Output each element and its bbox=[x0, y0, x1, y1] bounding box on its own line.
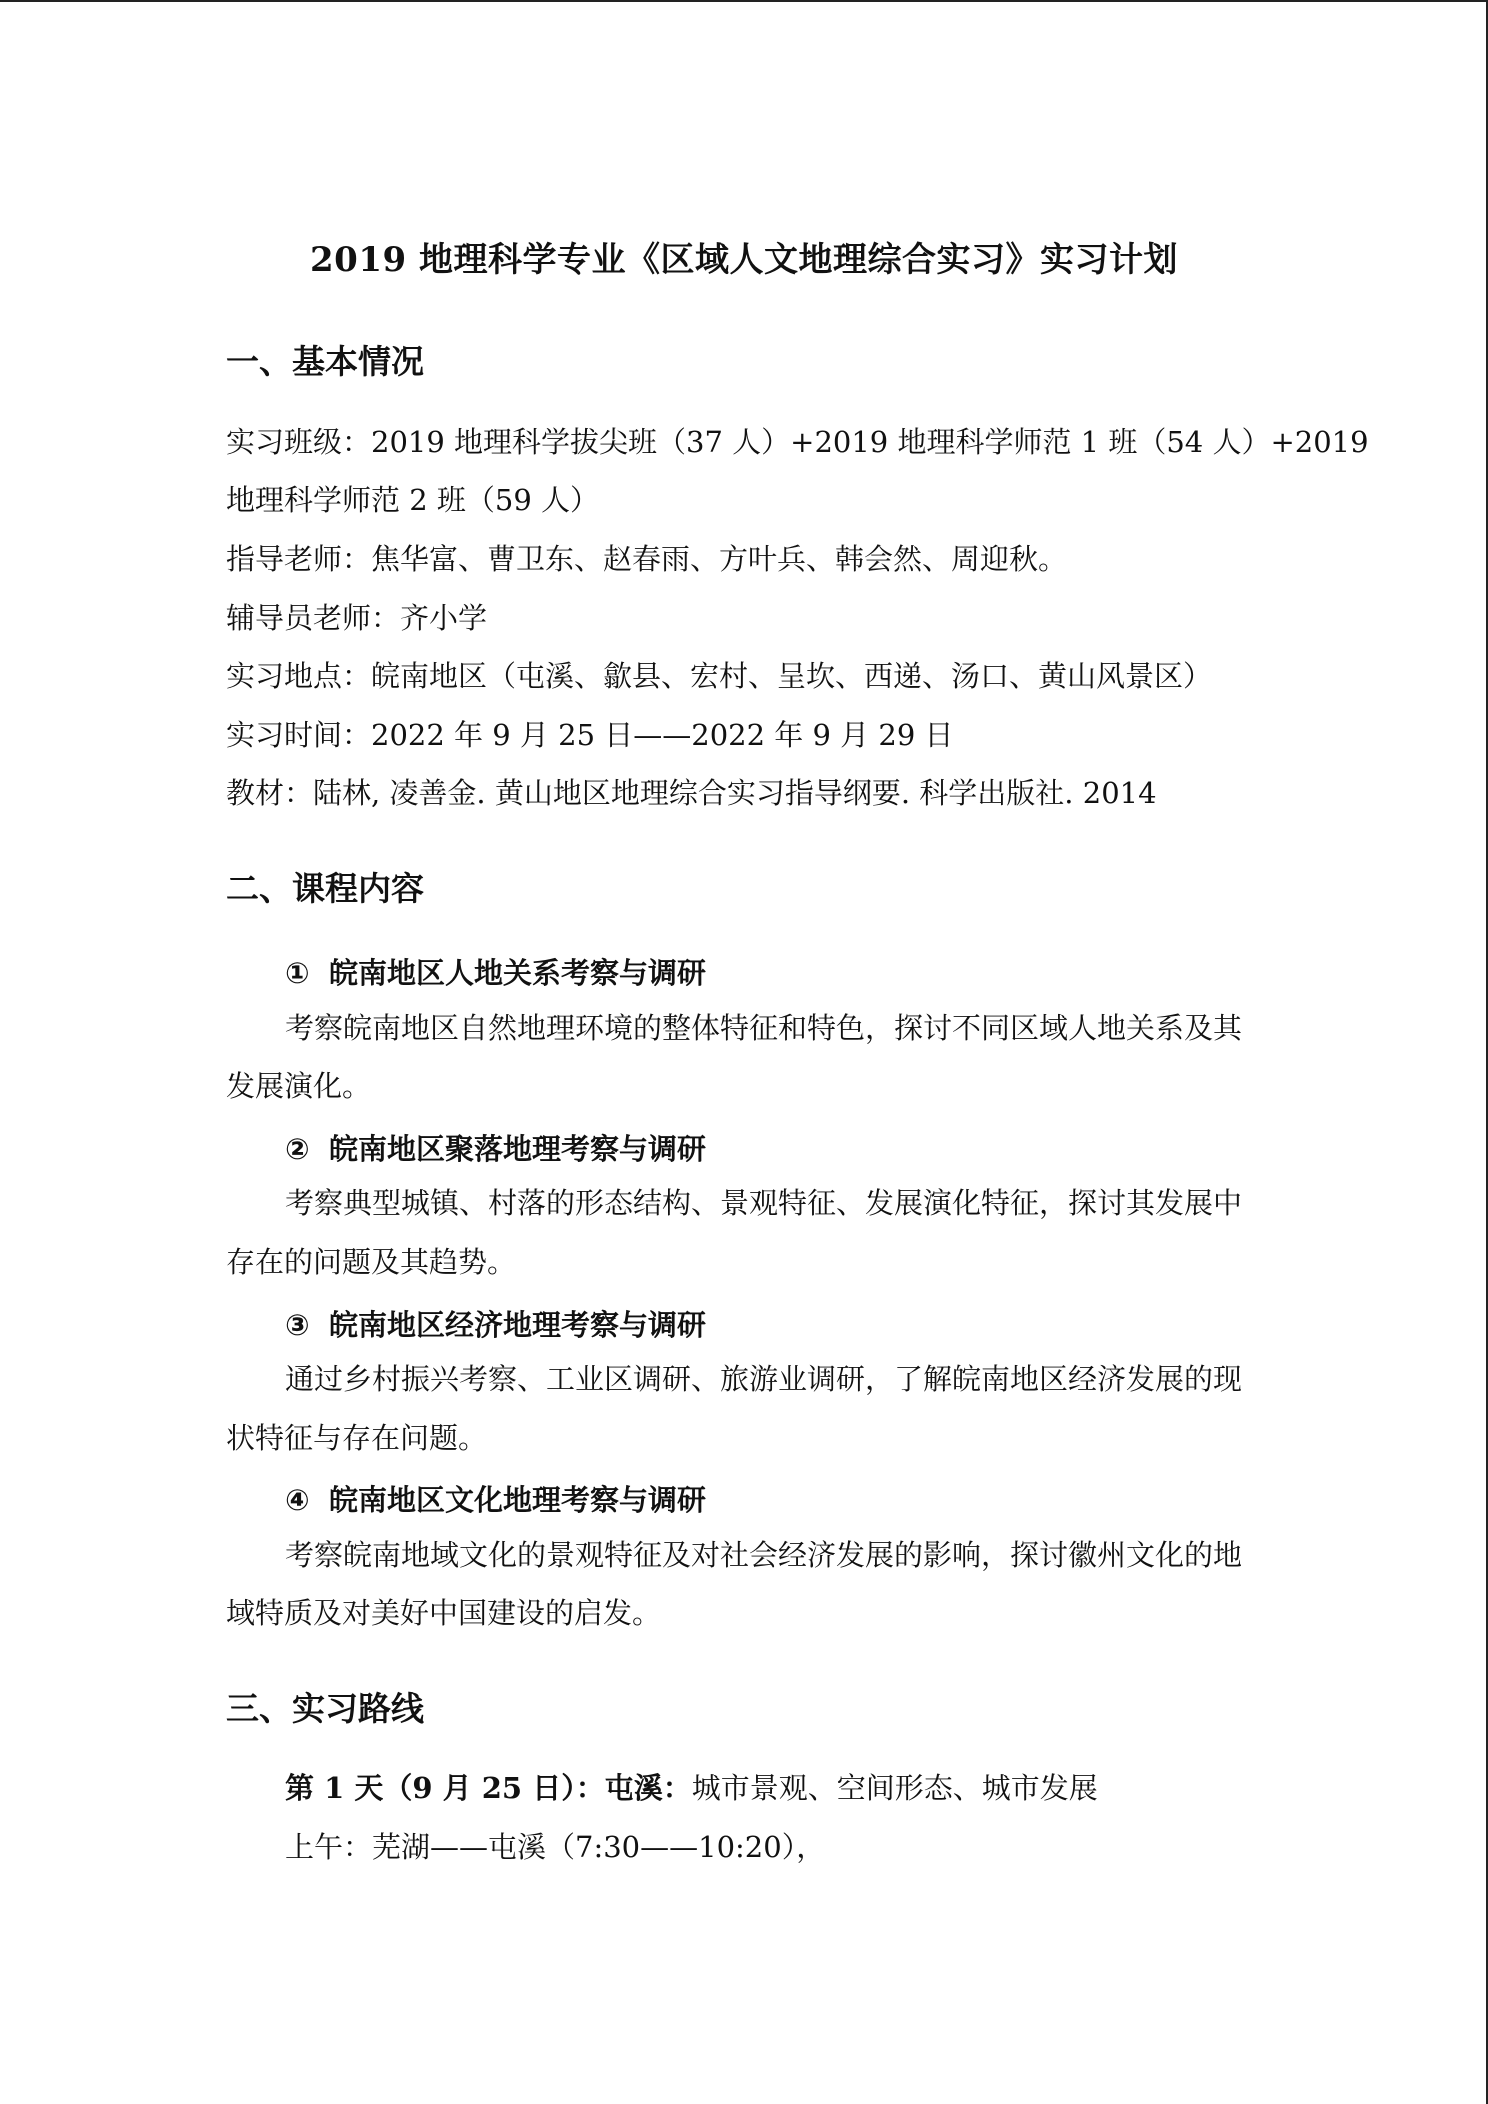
location-line: 实习地点：皖南地区（屯溪、歙县、宏村、呈坎、西递、汤口、黄山风景区） bbox=[226, 659, 1213, 693]
item-title: 皖南地区文化地理考察与调研 bbox=[329, 1483, 707, 1517]
textbook-line: 教材：陆林, 凌善金. 黄山地区地理综合实习指导纲要. 科学出版社. 2014 bbox=[226, 776, 1157, 810]
section-heading-basic: 一、基本情况 bbox=[226, 342, 424, 381]
day1-title: 第 1 天（9 月 25 日）：屯溪： bbox=[285, 1771, 692, 1805]
content-item-text: 考察皖南地区自然地理环境的整体特征和特色，探讨不同区域人地关系及其 bbox=[285, 1011, 1243, 1045]
section-heading-content: 二、课程内容 bbox=[226, 869, 424, 908]
content-item-text: 存在的问题及其趋势。 bbox=[226, 1245, 517, 1279]
content-item-title bbox=[285, 1303, 706, 1344]
class-line-1: 实习班级：2019 地理科学拔尖班（37 人）+2019 地理科学师范 1 班（54 人）+2019 bbox=[226, 425, 1369, 459]
day1-line bbox=[285, 1768, 1098, 1808]
content-item-text: 考察典型城镇、村落的形态结构、景观特征、发展演化特征，探讨其发展中 bbox=[285, 1186, 1243, 1220]
time-line: 实习时间：2022 年 9 月 25 日——2022 年 9 月 29 日 bbox=[226, 718, 954, 752]
content-item-text: 通过乡村振兴考察、工业区调研、旅游业调研，了解皖南地区经济发展的现 bbox=[285, 1362, 1243, 1396]
content-item-title bbox=[285, 1478, 706, 1519]
content-item-title bbox=[285, 951, 706, 992]
item-number: ④ bbox=[285, 1483, 310, 1517]
content-item-title bbox=[285, 1127, 706, 1168]
day1-topics: 城市景观、空间形态、城市发展 bbox=[691, 1771, 1098, 1805]
counselor-line: 辅导员老师：齐小学 bbox=[226, 601, 488, 635]
content-item-text: 考察皖南地域文化的景观特征及对社会经济发展的影响，探讨徽州文化的地 bbox=[285, 1538, 1243, 1572]
item-number: ③ bbox=[285, 1308, 310, 1342]
section-heading-route: 三、实习路线 bbox=[226, 1689, 424, 1728]
document-title: 2019 地理科学专业《区域人文地理综合实习》实习计划 bbox=[310, 240, 1178, 280]
content-item-text: 发展演化。 bbox=[226, 1069, 372, 1103]
class-line-2: 地理科学师范 2 班（59 人） bbox=[226, 483, 600, 517]
day1-morning-line: 上午：芜湖——屯溪（7:30——10:20）， bbox=[285, 1830, 826, 1864]
content-item-text: 域特质及对美好中国建设的启发。 bbox=[226, 1596, 662, 1630]
item-title: 皖南地区经济地理考察与调研 bbox=[329, 1308, 707, 1342]
item-number: ① bbox=[285, 956, 310, 990]
item-number: ② bbox=[285, 1132, 310, 1166]
teachers-line: 指导老师：焦华富、曹卫东、赵春雨、方叶兵、韩会然、周迎秋。 bbox=[226, 542, 1068, 576]
content-item-text: 状特征与存在问题。 bbox=[226, 1421, 488, 1455]
item-title: 皖南地区聚落地理考察与调研 bbox=[329, 1132, 707, 1166]
item-title: 皖南地区人地关系考察与调研 bbox=[329, 956, 707, 990]
